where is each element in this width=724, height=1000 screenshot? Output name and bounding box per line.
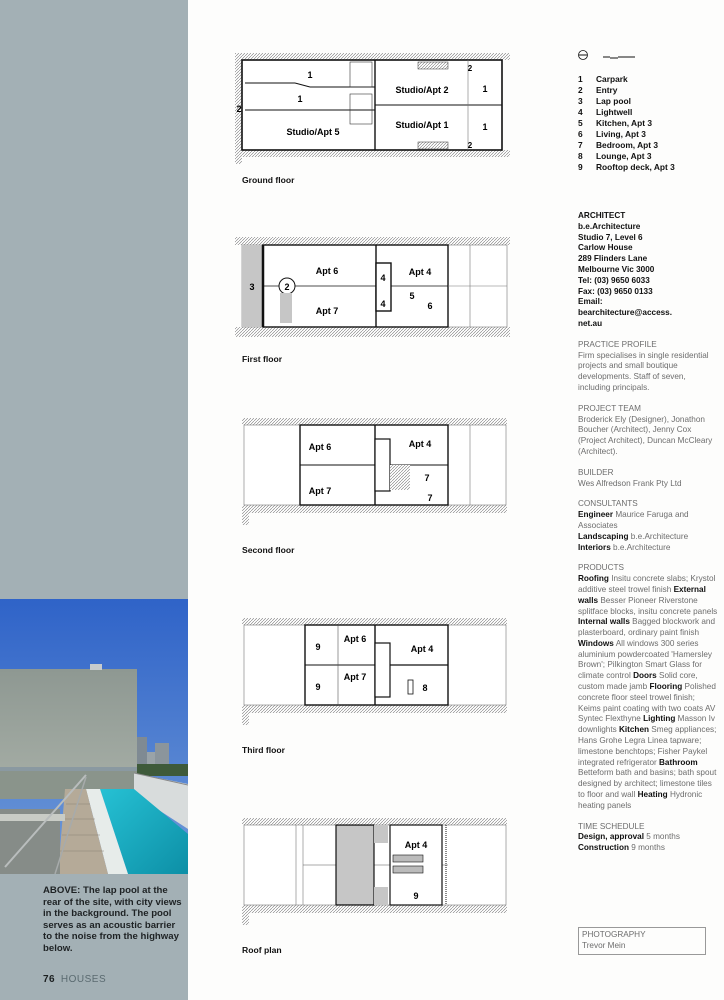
page-folio xyxy=(43,974,106,985)
ground-floor-drawing xyxy=(230,50,515,165)
photo-caption: ABOVE: The lap pool at the rear of the site, with city views in the background. The pool serves as an acoustic barrier to the noise from the highway below. xyxy=(43,885,182,954)
plan-title: Ground floor xyxy=(242,175,295,185)
room-label: 2 xyxy=(467,141,473,150)
time-schedule-block: TIME SCHEDULE Design, approval 5 months Construction 9 months xyxy=(578,822,718,854)
room-label: Apt 4 xyxy=(404,840,428,850)
room-label: Apt 4 xyxy=(410,644,434,654)
legend-item: 8 Lounge, Apt 3 xyxy=(578,151,652,161)
practice-profile-block: PRACTICE PROFILE Firm specialises in single residential projects and small boutique developments. Staff of seven, including principals. xyxy=(578,340,718,394)
room-label: Apt 6 xyxy=(343,634,367,644)
room-legend xyxy=(578,74,718,173)
section-name: HOUSES xyxy=(60,974,107,985)
plan-first-floor xyxy=(230,235,515,364)
room-label: 1 xyxy=(307,70,313,80)
section-heading: BUILDER xyxy=(578,467,614,477)
legend-header xyxy=(578,48,718,62)
architect-heading: ARCHITECT xyxy=(578,211,626,220)
room-label: Apt 6 xyxy=(308,442,332,452)
legend-item: 1 Carpark xyxy=(578,74,628,84)
products-block xyxy=(578,563,718,811)
info-column xyxy=(578,48,718,854)
legend-item: 7 Bedroom, Apt 3 xyxy=(578,140,659,150)
legend-item: 4 Lightwell xyxy=(578,107,633,117)
room-label: 5 xyxy=(409,291,415,301)
section-heading: CONSULTANTS xyxy=(578,499,638,509)
section-heading: TIME SCHEDULE xyxy=(578,821,645,831)
room-label: Apt 7 xyxy=(308,486,332,496)
north-arrow-icon xyxy=(578,48,638,62)
products-text: Roofing Insitu concrete slabs; Krystol additive steel trowel finish External walls Besser Pioneer Riverstone splitface blocks, insitu concrete panels Internal walls Bagged blockwork and plasterboard, ordinary paint finish Windows All windows 300 series aluminium powdercoated 'Hamersley Brown'; Pilkington Smart Glass for climate control Doors Solid core, custom made jamb Flooring Polished concrete floor steel trowel finish; Keims paint coating with two coats AV Syntec Flexthyne Lighting Masson Iv downlights Kitchen Smeg appliances; Hans Grohe Legra Linea tapware; limestone benchtops; Fisher Paykel integrated refrigerator Bathroom Betteform bath and basins; bath spout designed by architect; limestone tiles to floor and wall Heating Hydronic heating panels xyxy=(578,574,718,810)
first-floor-drawing xyxy=(230,235,515,345)
room-label: 9 xyxy=(413,891,419,901)
plan-title: Roof plan xyxy=(242,945,282,955)
room-label: Apt 6 xyxy=(315,266,339,276)
room-label: Apt 4 xyxy=(408,439,432,449)
legend-item: 6 Living, Apt 3 xyxy=(578,129,646,139)
roof-plan-drawing xyxy=(230,815,515,930)
room-label: 4 xyxy=(380,299,386,309)
section-heading: PRODUCTS xyxy=(578,563,624,573)
room-label: Apt 7 xyxy=(343,672,367,682)
room-label: 1 xyxy=(482,84,488,94)
plan-third-floor xyxy=(230,615,515,755)
plan-roof xyxy=(230,815,515,955)
room-label: 7 xyxy=(424,473,430,483)
builder-block: BUILDER Wes Alfredson Frank Pty Ltd xyxy=(578,468,718,490)
photography-credit xyxy=(578,927,706,955)
room-label: Apt 4 xyxy=(408,267,432,277)
room-label: Studio/Apt 5 xyxy=(286,127,340,137)
room-label: 2 xyxy=(236,104,242,114)
room-label: 6 xyxy=(427,301,433,311)
room-label: 2 xyxy=(467,64,473,73)
legend-item: 2 Entry xyxy=(578,85,618,95)
pool-photo xyxy=(0,599,188,874)
room-label: 1 xyxy=(482,122,488,132)
room-label: 8 xyxy=(422,683,428,693)
plan-title: Third floor xyxy=(242,745,285,755)
room-label: 9 xyxy=(315,642,321,652)
page-number: 76 xyxy=(43,974,56,985)
room-label: 2 xyxy=(284,282,290,292)
pool-photo-illustration xyxy=(0,599,188,874)
room-label: 1 xyxy=(297,94,303,104)
section-heading: PROJECT TEAM xyxy=(578,403,641,413)
room-label: Studio/Apt 2 xyxy=(395,85,449,95)
legend-item: 9 Rooftop deck, Apt 3 xyxy=(578,162,675,172)
architect-block: ARCHITECT b.e.Architecture Studio 7, Level 6 Carlow House 289 Flinders Lane Melbourne Vic 3000 Tel: (03) 9650 6033 Fax: (03) 9650 0133 Email: bearchitecture@access. net.au xyxy=(578,211,718,330)
room-label: Studio/Apt 1 xyxy=(395,120,449,130)
architect-email[interactable]: bearchitecture@access. xyxy=(578,308,673,318)
second-floor-drawing xyxy=(230,415,515,530)
legend-item: 3 Lap pool xyxy=(578,96,631,106)
photographer-name: Trevor Mein xyxy=(582,940,626,950)
room-label: 7 xyxy=(427,493,433,503)
room-label: Apt 7 xyxy=(315,306,339,316)
room-label: 4 xyxy=(380,273,386,283)
third-floor-drawing xyxy=(230,615,515,730)
section-heading: PRACTICE PROFILE xyxy=(578,339,657,349)
plan-second-floor xyxy=(230,415,515,555)
legend-item: 5 Kitchen, Apt 3 xyxy=(578,118,652,128)
room-label: 9 xyxy=(315,682,321,692)
section-heading: PHOTOGRAPHY xyxy=(582,930,646,939)
scale-bar-icon xyxy=(603,57,635,58)
plan-title: Second floor xyxy=(242,545,295,555)
project-team-block: PROJECT TEAM Broderick Ely (Designer), Jonathon Boucher (Architect), Jenny Cox (Project Architect), Duncan McCleary (Architect). xyxy=(578,404,718,458)
room-label: 3 xyxy=(249,282,255,292)
consultants-block: CONSULTANTS Engineer Maurice Faruga and Associates Landscaping b.e.Architecture Interiors b.e.Architecture xyxy=(578,499,718,553)
plan-ground-floor xyxy=(230,50,515,185)
plan-title: First floor xyxy=(242,354,283,364)
